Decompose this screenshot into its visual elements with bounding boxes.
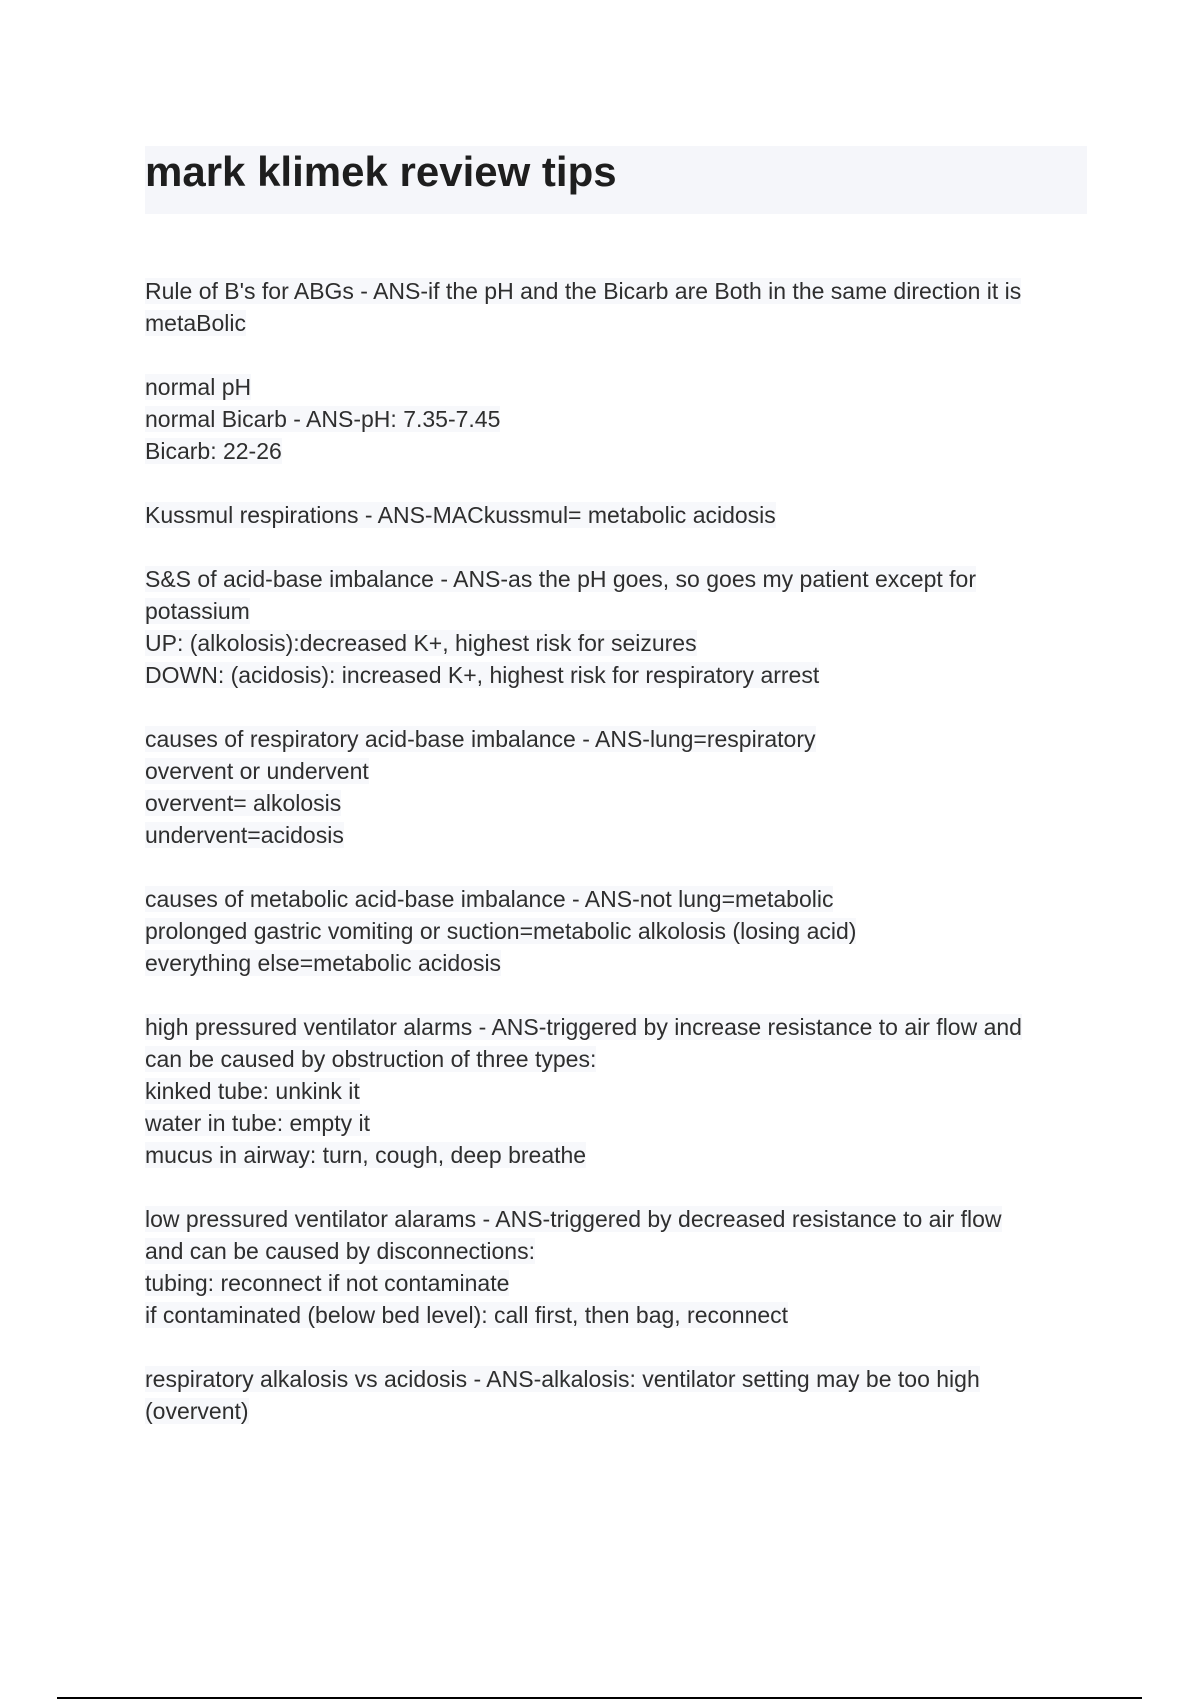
- entry-line-text: metaBolic: [145, 310, 246, 336]
- entry-line-text: overvent or undervent: [145, 758, 369, 784]
- entry-line: [145, 1011, 1090, 1043]
- entry-line: [145, 1395, 1090, 1427]
- entry-line: [145, 915, 1090, 947]
- entry-line-text: kinked tube: unkink it: [145, 1078, 360, 1104]
- entry-line-text: water in tube: empty it: [145, 1110, 370, 1136]
- entry-line-text: Kussmul respirations - ANS-MACkussmul= metabolic acidosis: [145, 502, 776, 528]
- entry-line: [145, 1107, 1090, 1139]
- entry-line: [145, 435, 1090, 467]
- entry-line: [145, 723, 1090, 755]
- entry-line: [145, 403, 1090, 435]
- entry-line: [145, 947, 1090, 979]
- entry-line-text: low pressured ventilator alarams - ANS-triggered by decreased resistance to air flow: [145, 1206, 1002, 1232]
- entry-line-text: prolonged gastric vomiting or suction=metabolic alkolosis (losing acid): [145, 918, 857, 944]
- entry-line: [145, 883, 1090, 915]
- entry-line: [145, 499, 1090, 531]
- entry-line-text: potassium: [145, 598, 250, 624]
- entry-metabolic-causes: [145, 883, 1090, 979]
- entry-kussmul: [145, 499, 1090, 531]
- entry-line-text: (overvent): [145, 1398, 249, 1424]
- page-title: mark klimek review tips: [145, 148, 617, 195]
- entry-line-text: everything else=metabolic acidosis: [145, 950, 502, 976]
- entry-resp-alkalosis-vs-acidosis: [145, 1363, 1090, 1427]
- entry-normal-values: [145, 371, 1090, 467]
- entry-line: [145, 595, 1090, 627]
- entry-line-text: causes of metabolic acid-base imbalance - ANS-not lung=metabolic: [145, 886, 834, 912]
- entry-line-text: respiratory alkalosis vs acidosis - ANS-alkalosis: ventilator setting may be too high: [145, 1366, 980, 1392]
- entry-line: [145, 787, 1090, 819]
- entry-line: [145, 563, 1090, 595]
- entry-line: [145, 371, 1090, 403]
- entry-line-text: high pressured ventilator alarms - ANS-triggered by increase resistance to air flow and: [145, 1014, 1022, 1040]
- entry-respiratory-causes: [145, 723, 1090, 851]
- entry-line: [145, 755, 1090, 787]
- entry-line: [145, 819, 1090, 851]
- footer-rule: [57, 1697, 1142, 1699]
- entry-line-text: UP: (alkolosis):decreased K+, highest risk for seizures: [145, 630, 697, 656]
- entry-line: [145, 1075, 1090, 1107]
- entry-line-text: DOWN: (acidosis): increased K+, highest risk for respiratory arrest: [145, 662, 820, 688]
- entry-line: [145, 275, 1090, 307]
- entry-line-text: if contaminated (below bed level): call first, then bag, reconnect: [145, 1302, 789, 1328]
- entry-line-text: Rule of B's for ABGs - ANS-if the pH and the Bicarb are Both in the same direction it is: [145, 278, 1022, 304]
- entry-line: [145, 1043, 1090, 1075]
- entry-line: [145, 627, 1090, 659]
- entry-line: [145, 659, 1090, 691]
- entry-line: [145, 307, 1090, 339]
- entry-line-text: normal pH: [145, 374, 252, 400]
- entry-line-text: tubing: reconnect if not contaminate: [145, 1270, 510, 1296]
- entry-high-pressure-alarms: [145, 1011, 1090, 1171]
- entry-line: [145, 1363, 1090, 1395]
- entry-low-pressure-alarms: [145, 1203, 1090, 1331]
- entry-line: [145, 1139, 1090, 1171]
- entry-line-text: overvent= alkolosis: [145, 790, 342, 816]
- entry-line-text: undervent=acidosis: [145, 822, 344, 848]
- entry-line-text: Bicarb: 22-26: [145, 438, 282, 464]
- entry-line-text: S&S of acid-base imbalance - ANS-as the pH goes, so goes my patient except for: [145, 566, 976, 592]
- entry-line-text: causes of respiratory acid-base imbalance - ANS-lung=respiratory: [145, 726, 816, 752]
- entry-line: [145, 1267, 1090, 1299]
- entry-line: [145, 1203, 1090, 1235]
- entry-line-text: mucus in airway: turn, cough, deep breathe: [145, 1142, 587, 1168]
- document-body: [145, 275, 1090, 1459]
- entry-line-text: normal Bicarb - ANS-pH: 7.35-7.45: [145, 406, 501, 432]
- entry-line: [145, 1299, 1090, 1331]
- entry-rule-of-bs: [145, 275, 1090, 339]
- entry-line-text: can be caused by obstruction of three types:: [145, 1046, 597, 1072]
- entry-line-text: and can be caused by disconnections:: [145, 1238, 535, 1264]
- entry-line: [145, 1235, 1090, 1267]
- entry-acid-base-ss: [145, 563, 1090, 691]
